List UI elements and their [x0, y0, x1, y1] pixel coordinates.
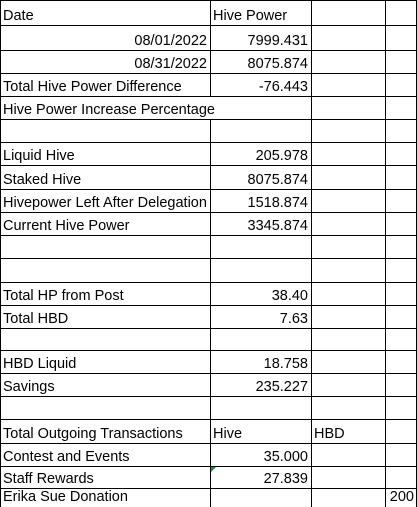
cell-c20[interactable] — [311, 443, 385, 466]
cell-d1[interactable] — [385, 0, 417, 25]
cell-d7[interactable] — [385, 142, 417, 165]
row-border — [0, 189, 417, 190]
column-border — [385, 25, 386, 51]
row-border — [0, 419, 417, 420]
cell-a3[interactable]: 08/31/2022 — [134, 56, 207, 72]
cell-a19[interactable]: Total Outgoing Transactions — [3, 426, 183, 442]
sheet-row-6 — [0, 119, 417, 142]
column-border — [311, 443, 312, 467]
column-border — [0, 96, 1, 120]
column-border — [0, 488, 1, 507]
cell-d20[interactable] — [385, 443, 417, 466]
column-border — [210, 119, 211, 143]
cell-a6[interactable] — [0, 119, 210, 142]
cell-c5[interactable] — [311, 96, 385, 119]
cell-d21[interactable] — [385, 466, 417, 488]
column-border — [210, 189, 211, 213]
cell-d5[interactable] — [385, 96, 417, 119]
column-border — [385, 305, 386, 329]
sheet-row-12 — [0, 258, 417, 282]
column-border — [311, 0, 312, 26]
cell-a8[interactable]: Staked Hive — [3, 172, 82, 188]
sheet-row-2 — [0, 25, 417, 50]
cell-b16[interactable]: 18.758 — [263, 356, 308, 372]
cell-c14[interactable] — [311, 305, 385, 328]
cell-d17[interactable] — [385, 373, 417, 396]
cell-d14[interactable] — [385, 305, 417, 328]
cell-b7[interactable]: 205.978 — [255, 148, 308, 164]
cell-d8[interactable] — [385, 165, 417, 189]
column-border — [385, 73, 386, 97]
cell-a13[interactable]: Total HP from Post — [3, 288, 124, 304]
cell-c3[interactable] — [311, 50, 385, 73]
column-border — [210, 50, 211, 74]
column-border — [385, 165, 386, 190]
column-border — [311, 73, 312, 97]
cell-c22[interactable] — [311, 488, 385, 506]
column-border — [311, 488, 312, 507]
cell-c15[interactable] — [311, 328, 385, 350]
cell-d9[interactable] — [385, 189, 417, 212]
cell-c7[interactable] — [311, 142, 385, 165]
column-border — [385, 443, 386, 467]
row-border — [0, 443, 417, 444]
column-border — [385, 0, 386, 26]
column-border — [0, 142, 1, 166]
sheet-row-9 — [0, 189, 417, 212]
column-border — [311, 165, 312, 190]
sheet-row-1 — [0, 0, 417, 25]
cell-c9[interactable] — [311, 189, 385, 212]
column-border — [0, 165, 1, 190]
column-border — [210, 282, 211, 306]
cell-c12[interactable] — [311, 258, 385, 282]
cell-d12[interactable] — [385, 258, 417, 282]
cell-b2[interactable]: 7999.431 — [247, 33, 308, 49]
column-border — [0, 396, 1, 420]
cell-a4[interactable]: Total Hive Power Difference — [3, 79, 182, 95]
sheet-row-18 — [0, 396, 417, 419]
column-border — [311, 212, 312, 236]
column-border — [311, 466, 312, 489]
cell-d2[interactable] — [385, 25, 417, 50]
cell-a10[interactable]: Current Hive Power — [3, 218, 130, 234]
column-border — [311, 25, 312, 51]
cell-a20[interactable]: Contest and Events — [3, 449, 130, 465]
cell-d3[interactable] — [385, 50, 417, 73]
column-border — [385, 373, 386, 397]
row-border — [0, 73, 417, 74]
cell-c11[interactable] — [311, 235, 385, 258]
row-border — [0, 50, 417, 51]
cell-b4[interactable]: -76.443 — [258, 79, 308, 95]
cell-c4[interactable] — [311, 73, 385, 96]
column-border — [0, 189, 1, 213]
column-border — [0, 235, 1, 259]
column-border — [385, 396, 386, 420]
column-border — [210, 373, 211, 397]
column-border — [311, 96, 312, 120]
cell-b3[interactable]: 8075.874 — [247, 56, 308, 72]
column-border — [311, 305, 312, 329]
column-border — [0, 119, 1, 143]
cell-d4[interactable] — [385, 73, 417, 96]
cell-a12[interactable] — [0, 258, 210, 282]
sheet-row-8 — [0, 165, 417, 189]
cell-b12[interactable] — [210, 258, 311, 282]
cell-b13[interactable]: 38.40 — [271, 288, 308, 304]
cell-b21[interactable]: 27.839 — [263, 471, 308, 487]
column-border — [311, 282, 312, 306]
cell-a7[interactable]: Liquid Hive — [3, 148, 75, 164]
sheet-row-19 — [0, 419, 417, 443]
cell-c6[interactable] — [311, 119, 385, 142]
column-border — [210, 419, 211, 444]
column-border — [385, 419, 386, 444]
cell-c16[interactable] — [311, 350, 385, 373]
column-border — [311, 373, 312, 397]
row-border — [0, 165, 417, 166]
row-border — [0, 235, 417, 236]
sheet-row-22 — [0, 488, 417, 506]
row-border — [0, 488, 417, 489]
sheet-row-5 — [0, 96, 417, 119]
cell-d15[interactable] — [385, 328, 417, 350]
row-border — [0, 466, 417, 467]
column-border — [0, 350, 1, 374]
row-border — [0, 258, 417, 259]
cell-a16[interactable]: HBD Liquid — [3, 356, 77, 372]
column-border — [385, 328, 386, 351]
cell-b15[interactable] — [210, 328, 311, 350]
column-border — [210, 25, 211, 51]
column-border — [311, 419, 312, 444]
column-border — [311, 189, 312, 213]
row-border — [0, 373, 417, 374]
cell-d10[interactable] — [385, 212, 417, 235]
column-border — [311, 119, 312, 143]
column-border — [311, 350, 312, 374]
column-border — [210, 142, 211, 166]
sheet-row-17 — [0, 373, 417, 396]
cell-c17[interactable] — [311, 373, 385, 396]
column-border — [385, 466, 386, 489]
cell-d6[interactable] — [385, 119, 417, 142]
column-border — [0, 25, 1, 51]
sheet-row-20 — [0, 443, 417, 466]
row-border — [0, 305, 417, 306]
cell-b11[interactable] — [210, 235, 311, 258]
cell-a11[interactable] — [0, 235, 210, 258]
column-border — [385, 488, 386, 507]
sheet-row-11 — [0, 235, 417, 258]
column-border — [0, 443, 1, 467]
cell-b22[interactable] — [210, 488, 311, 506]
column-border — [385, 96, 386, 120]
sheet-row-13 — [0, 282, 417, 305]
cell-b20[interactable]: 35.000 — [263, 449, 308, 465]
sheet-row-14 — [0, 305, 417, 328]
row-border — [0, 96, 417, 97]
column-border — [0, 305, 1, 329]
cell-d22[interactable]: 200 — [389, 489, 414, 505]
column-border — [311, 396, 312, 420]
row-border — [0, 0, 417, 1]
column-border — [210, 328, 211, 351]
column-border — [210, 235, 211, 259]
row-border — [0, 142, 417, 143]
column-border — [0, 212, 1, 236]
cell-c1[interactable] — [311, 0, 385, 25]
column-border — [0, 282, 1, 306]
column-border — [210, 212, 211, 236]
row-border — [0, 212, 417, 213]
cell-c10[interactable] — [311, 212, 385, 235]
column-border — [210, 350, 211, 374]
column-border — [385, 350, 386, 374]
cell-indicator-icon — [211, 467, 216, 472]
column-border — [210, 443, 211, 467]
column-border — [0, 466, 1, 489]
column-border — [311, 50, 312, 74]
column-border — [210, 488, 211, 507]
sheet-row-10 — [0, 212, 417, 235]
column-border — [0, 73, 1, 97]
column-border — [0, 373, 1, 397]
cell-a1[interactable]: Date — [3, 8, 34, 24]
column-border — [210, 258, 211, 283]
cell-b6[interactable] — [210, 119, 311, 142]
cell-b14[interactable]: 7.63 — [279, 311, 308, 327]
row-border — [0, 119, 417, 120]
column-border — [0, 50, 1, 74]
column-border — [311, 328, 312, 351]
cell-b10[interactable]: 3345.874 — [247, 218, 308, 234]
cell-d11[interactable] — [385, 235, 417, 258]
sheet-row-16 — [0, 350, 417, 373]
column-border — [210, 0, 211, 26]
sheet-row-21 — [0, 466, 417, 488]
cell-b9[interactable]: 1518.874 — [247, 195, 308, 211]
column-border — [311, 235, 312, 259]
cell-d13[interactable] — [385, 282, 417, 305]
cell-d16[interactable] — [385, 350, 417, 373]
sheet-row-7 — [0, 142, 417, 165]
column-border — [311, 258, 312, 283]
cell-a5[interactable]: Hive Power Increase Percentage — [3, 102, 215, 118]
cell-b19[interactable]: Hive — [213, 426, 243, 442]
column-border — [385, 235, 386, 259]
sheet-row-15 — [0, 328, 417, 350]
cell-a2[interactable]: 08/01/2022 — [134, 33, 207, 49]
row-border — [0, 25, 417, 26]
sheet-row-4 — [0, 73, 417, 96]
cell-c8[interactable] — [311, 165, 385, 189]
cell-b17[interactable]: 235.227 — [255, 379, 308, 395]
cell-a14[interactable]: Total HBD — [3, 311, 69, 327]
cell-b18[interactable] — [210, 396, 311, 419]
column-border — [385, 212, 386, 236]
cell-c18[interactable] — [311, 396, 385, 419]
cell-c19[interactable]: HBD — [314, 426, 345, 442]
cell-c2[interactable] — [311, 25, 385, 50]
row-border — [0, 328, 417, 329]
column-border — [0, 0, 1, 26]
column-border — [210, 73, 211, 97]
row-border — [0, 350, 417, 351]
column-border — [210, 396, 211, 420]
cell-d18[interactable] — [385, 396, 417, 419]
column-border — [385, 142, 386, 166]
column-border — [385, 189, 386, 213]
column-border — [210, 305, 211, 329]
column-border — [385, 258, 386, 283]
row-border — [0, 282, 417, 283]
cell-a15[interactable] — [0, 328, 210, 350]
column-border — [0, 419, 1, 444]
cell-b1[interactable]: Hive Power — [213, 8, 288, 24]
cell-a9[interactable]: Hivepower Left After Delegation — [3, 195, 207, 211]
cell-c13[interactable] — [311, 282, 385, 305]
column-border — [210, 165, 211, 190]
cell-c21[interactable] — [311, 466, 385, 488]
column-border — [311, 142, 312, 166]
sheet-row-3 — [0, 50, 417, 73]
cell-b8[interactable]: 8075.874 — [247, 172, 308, 188]
column-border — [385, 282, 386, 306]
column-border — [385, 119, 386, 143]
column-border — [0, 258, 1, 283]
cell-a18[interactable] — [0, 396, 210, 419]
cell-a21[interactable]: Staff Rewards — [3, 471, 94, 487]
cell-a17[interactable]: Savings — [3, 379, 55, 395]
cell-a22[interactable]: Erika Sue Donation — [3, 489, 128, 505]
column-border — [385, 50, 386, 74]
cell-d19[interactable] — [385, 419, 417, 443]
row-border — [0, 396, 417, 397]
column-border — [0, 328, 1, 351]
